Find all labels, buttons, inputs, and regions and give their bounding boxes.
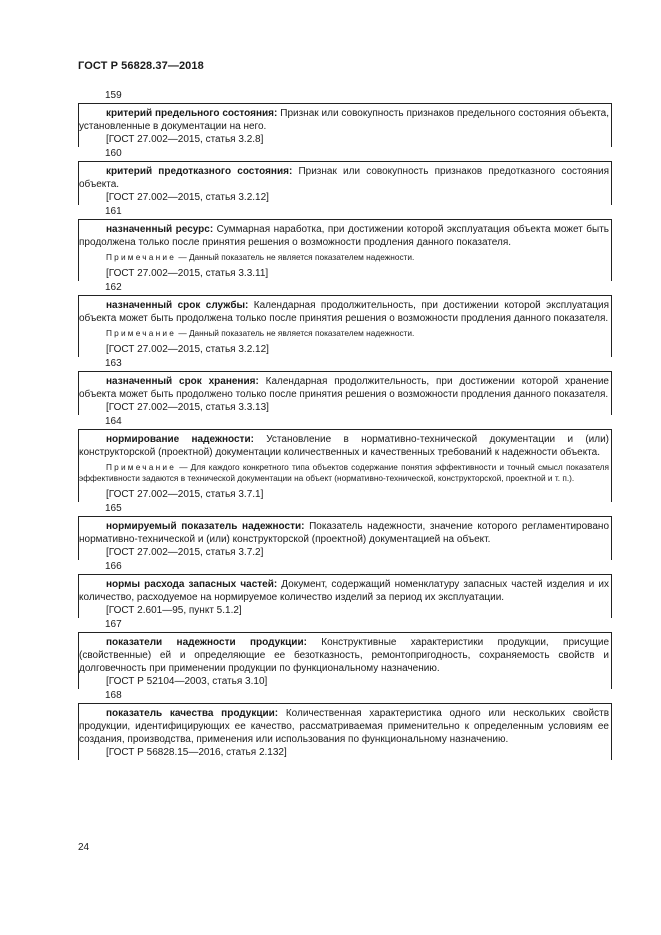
entry-definition bbox=[79, 223, 611, 249]
entry-definition-text: Признак или совокупность признаков предельного состояния объекта, установленные в документации на него. bbox=[79, 108, 609, 132]
entry-number: 168 bbox=[105, 690, 122, 701]
entry-box bbox=[78, 161, 612, 205]
note-text: — Для каждого конкретного типа объектов содержание понятия эффективности и точный смысл показателя эффективности задаются в технической документации на объект (нормативно-технической, конструкторской, проектной и т. п.). bbox=[79, 462, 609, 483]
entry-number: 160 bbox=[105, 148, 122, 159]
entry-box bbox=[78, 574, 612, 618]
entry-source: [ГОСТ 2.601—95, пункт 5.1.2] bbox=[106, 605, 242, 616]
glossary-entry bbox=[78, 502, 612, 560]
glossary-entries bbox=[78, 89, 612, 760]
entry-source: [ГОСТ 27.002—2015, статья 3.3.13] bbox=[106, 402, 269, 413]
entry-definition-text: Суммарная наработка, при достижении которой эксплуатация объекта может быть продолжена только после принятия решения о возможности продления данного показателя. bbox=[79, 224, 609, 248]
entry-definition-text: Признак или совокупность признаков предотказного состояния объекта. bbox=[79, 166, 609, 190]
glossary-entry bbox=[78, 357, 612, 415]
entry-box bbox=[78, 516, 612, 560]
entry-definition-text: Установление в нормативно-технической документации и (или) конструкторской (проектной) документации количественных и качественных требований к надежности объекта. bbox=[79, 434, 609, 458]
entry-note bbox=[79, 328, 611, 339]
page-number: 24 bbox=[78, 842, 90, 853]
entry-term: назначенный ресурс: bbox=[106, 224, 214, 235]
entry-source: [ГОСТ Р 56828.15—2016, статья 2.132] bbox=[106, 747, 287, 758]
entry-number: 163 bbox=[105, 358, 122, 369]
entry-number: 162 bbox=[105, 282, 122, 293]
entry-definition bbox=[79, 107, 611, 133]
entry-source: [ГОСТ 27.002—2015, статья 3.2.12] bbox=[106, 344, 269, 355]
entry-number: 165 bbox=[105, 503, 122, 514]
entry-definition bbox=[79, 433, 611, 459]
entry-source: [ГОСТ Р 52104—2003, статья 3.10] bbox=[106, 676, 268, 687]
entry-box bbox=[78, 632, 612, 689]
entry-definition-text: Показатель надежности, значение которого регламентировано нормативно-технической и (или) конструкторской (проектной) документацией на объект. bbox=[79, 521, 610, 545]
entry-term: назначенный срок службы: bbox=[106, 300, 249, 311]
entry-note bbox=[79, 252, 611, 263]
entry-box bbox=[78, 295, 612, 357]
entry-number: 164 bbox=[105, 416, 122, 427]
entry-box bbox=[78, 371, 612, 415]
glossary-entry bbox=[78, 618, 612, 689]
entry-definition-text: Документ, содержащий номенклатуру запасных частей изделия и их количество, расходуемое на нормируемое количество изделий за период их эксплуатации. bbox=[79, 579, 609, 603]
note-label: Примечание bbox=[106, 462, 177, 472]
entry-box bbox=[78, 103, 612, 147]
note-text: — Данный показатель не является показателем надежности. bbox=[176, 328, 415, 338]
entry-definition-text: Конструктивные характеристики продукции, присущие (свойственные) ей и определяющие ее безотказность, ремонтопригодность, сохраняемость свойств и долговечность при применении продукции по функциональному назначению. bbox=[79, 637, 609, 674]
entry-term: показатели надежности продукции: bbox=[106, 637, 307, 648]
entry-term: нормы расхода запасных частей: bbox=[106, 579, 278, 590]
note-label: Примечание bbox=[106, 252, 177, 262]
note-text: — Данный показатель не является показателем надежности. bbox=[176, 252, 415, 262]
entry-note bbox=[79, 462, 611, 484]
entry-source: [ГОСТ 27.002—2015, статья 3.2.8] bbox=[106, 134, 264, 145]
entry-source: [ГОСТ 27.002—2015, статья 3.7.2] bbox=[106, 547, 264, 558]
entry-definition bbox=[79, 299, 611, 325]
entry-box bbox=[78, 429, 612, 502]
entry-definition bbox=[79, 707, 611, 746]
glossary-entry bbox=[78, 147, 612, 205]
entry-definition bbox=[79, 165, 611, 191]
glossary-entry bbox=[78, 415, 612, 502]
entry-definition-text: Календарная продолжительность, при достижении которой эксплуатация объекта может быть продолжена только после принятия решения о возможности продления данного показателя. bbox=[79, 300, 609, 324]
entry-term: показатель качества продукции: bbox=[106, 708, 279, 719]
entry-source: [ГОСТ 27.002—2015, статья 3.7.1] bbox=[106, 489, 264, 500]
entry-term: назначенный срок хранения: bbox=[106, 376, 259, 387]
entry-definition bbox=[79, 578, 611, 604]
glossary-entry bbox=[78, 89, 612, 147]
glossary-entry bbox=[78, 689, 612, 760]
entry-source: [ГОСТ 27.002—2015, статья 3.2.12] bbox=[106, 192, 269, 203]
entry-definition bbox=[79, 636, 611, 675]
entry-number: 167 bbox=[105, 619, 122, 630]
document-header: ГОСТ Р 56828.37—2018 bbox=[78, 60, 204, 72]
entry-definition-text: Количественная характеристика одного или нескольких свойств продукции, идентифицирующих ее качество, рассматриваемая применительно к определенным условиям ее создания, производства, применения или использования по функциональному назначению. bbox=[79, 708, 609, 745]
entry-term: критерий предотказного состояния: bbox=[106, 166, 293, 177]
entry-term: нормирование надежности: bbox=[106, 434, 254, 445]
entry-number: 161 bbox=[105, 206, 122, 217]
glossary-entry bbox=[78, 281, 612, 357]
glossary-entry bbox=[78, 205, 612, 281]
entry-number: 159 bbox=[105, 90, 122, 101]
entry-definition bbox=[79, 375, 611, 401]
entry-term: критерий предельного состояния: bbox=[106, 108, 278, 119]
entry-number: 166 bbox=[105, 561, 122, 572]
entry-term: нормируемый показатель надежности: bbox=[106, 521, 305, 532]
glossary-entry bbox=[78, 560, 612, 618]
entry-definition bbox=[79, 520, 611, 546]
entry-definition-text: Календарная продолжительность, при достижении которой хранение объекта может быть продолжено только после принятия решения о возможности продления данного показателя. bbox=[79, 376, 609, 400]
entry-source: [ГОСТ 27.002—2015, статья 3.3.11] bbox=[106, 268, 269, 279]
entry-box bbox=[78, 219, 612, 281]
note-label: Примечание bbox=[106, 328, 177, 338]
entry-box bbox=[78, 703, 612, 760]
